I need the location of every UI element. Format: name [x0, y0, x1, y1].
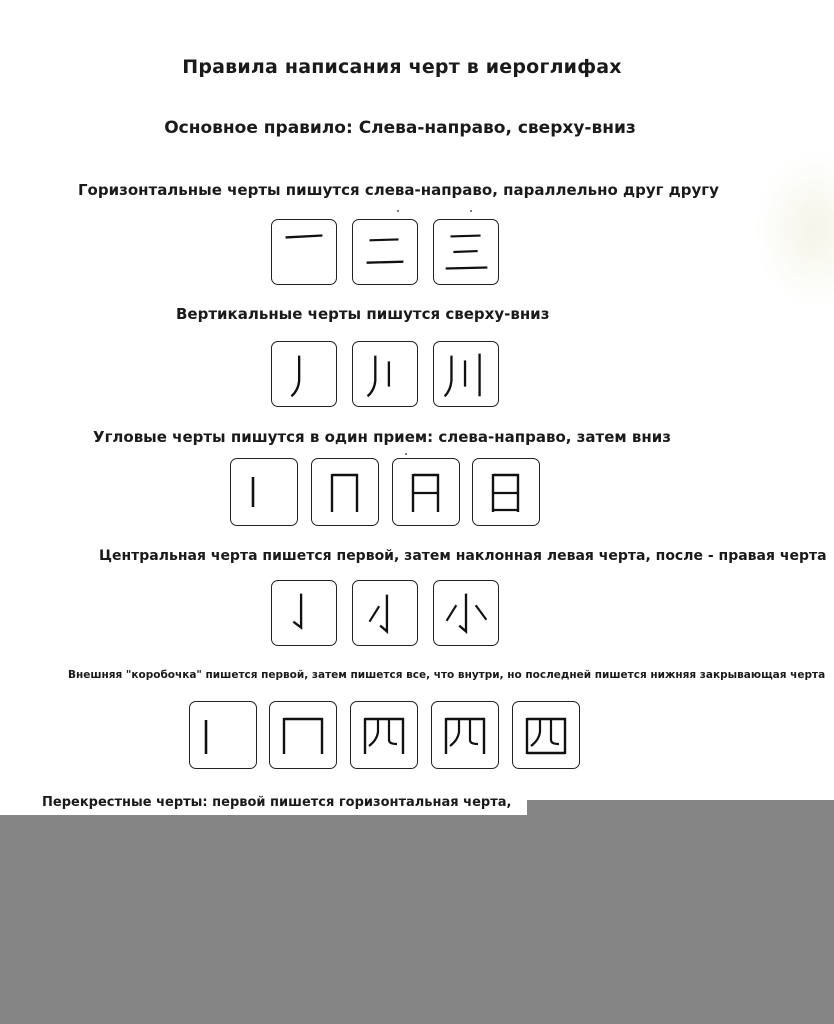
- stroke-box: [271, 580, 337, 646]
- stroke-step-5-icon: [513, 702, 579, 768]
- stroke-box: [433, 219, 499, 285]
- stroke-step-1-icon: [190, 702, 256, 768]
- gray-overlay: [0, 815, 834, 1024]
- stroke-box: [352, 580, 418, 646]
- stroke-step-2-icon: [353, 581, 417, 645]
- stroke-box: [350, 701, 418, 769]
- stroke-step-2-icon: [270, 702, 336, 768]
- scan-speck: [405, 453, 407, 455]
- section-caption-central: Центральная черта пишется первой, затем наклонная левая черта, после - правая черта: [99, 548, 827, 564]
- stroke-box: [512, 701, 580, 769]
- stroke-step-4-icon: [473, 459, 539, 525]
- section-caption-angular: Угловые черты пишутся в один прием: слева-направо, затем вниз: [93, 428, 671, 446]
- stroke-step-3-icon: [351, 702, 417, 768]
- stroke-box: [269, 701, 337, 769]
- stroke-box: [392, 458, 460, 526]
- stroke-step-4-icon: [432, 702, 498, 768]
- stroke-step-3-icon: [434, 581, 498, 645]
- section-caption-horizontal: Горизонтальные черты пишутся слева-направо, параллельно друг другу: [78, 181, 719, 199]
- section-caption-crossing: Перекрестные черты: первой пишется горизонтальная черта,: [42, 795, 512, 810]
- stroke-step-3-icon: [434, 220, 498, 284]
- stroke-box: [433, 341, 499, 407]
- stroke-box: [431, 701, 499, 769]
- stroke-box: [189, 701, 257, 769]
- section-caption-vertical: Вертикальные черты пишутся сверху-вниз: [176, 305, 550, 323]
- stroke-step-2-icon: [353, 220, 417, 284]
- stroke-box: [433, 580, 499, 646]
- scan-speck: [470, 210, 472, 212]
- stroke-step-1-icon: [272, 220, 336, 284]
- stroke-box: [311, 458, 379, 526]
- gray-overlay-notch: [527, 800, 834, 816]
- stroke-step-2-icon: [312, 459, 378, 525]
- stroke-step-3-icon: [434, 342, 498, 406]
- paper-glow: [754, 150, 834, 310]
- stroke-box: [230, 458, 298, 526]
- stroke-step-1-icon: [272, 342, 336, 406]
- stroke-box: [352, 219, 418, 285]
- stroke-step-2-icon: [353, 342, 417, 406]
- stroke-step-1-icon: [272, 581, 336, 645]
- stroke-box: [352, 341, 418, 407]
- section-caption-box: Внешняя "коробочка" пишется первой, затем пишется все, что внутри, но последней пишется нижняя закрывающая черта: [68, 669, 826, 681]
- page-title: Правила написания черт в иероглифах: [182, 56, 622, 78]
- scan-speck: [397, 210, 399, 212]
- stroke-step-3-icon: [393, 459, 459, 525]
- stroke-box: [472, 458, 540, 526]
- page-subtitle: Основное правило: Слева-направо, сверху-вниз: [164, 118, 636, 138]
- stroke-box: [271, 341, 337, 407]
- stroke-box: [271, 219, 337, 285]
- stroke-step-1-icon: [231, 459, 297, 525]
